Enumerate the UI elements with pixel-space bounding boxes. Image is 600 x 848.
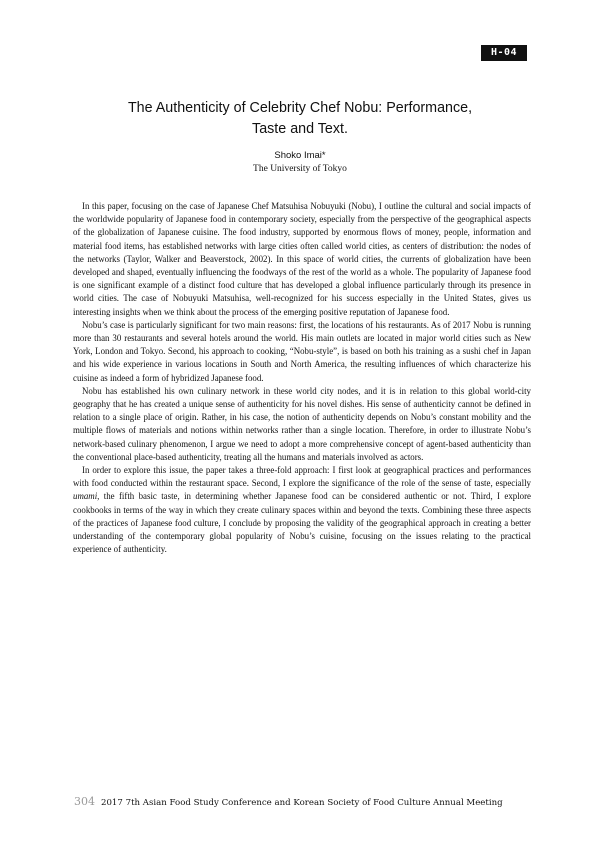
paragraph-1: In this paper, focusing on the case of Japanese Chef Matsuhisa Nobuyuki (Nobu), I outline the cultural and social impacts of the worldwide popularity of Japanese food in contemporary society, especially from the perspective of the geographical aspects of the globalization of Japanese cuisine. The food industry, supported by enormous flows of money, people, information and material food items, has established networks with large cities often called world cities, as centers of distribution: the nodes of the networks (Taylor, Walker and Beaverstock, 2002). In this space of world cities, the currents of globalization have been developed and shaped, eventually influencing the foodways of the rest of the world as a whole. The popularity of Japanese food is one significant example of a distinct food culture that has developed a global influence particularly through its presence in world cities. The case of Nobuyuki Matsuhisa, well-recognized for his success especially in the United States, gives us interesting insights when we think about the process of the emerging positive reputation of Japanese food. xyxy=(73,201,531,317)
paragraph-3: Nobu has established his own culinary network in these world city nodes, and it is in relation to this global world-city geography that he has created a unique sense of authenticity for his novel dishes. His sense of authenticity cannot be defined in relation to a single place of origin. Rather, in his case, the notion of authenticity depends on Nobu’s constant mobility and the multiple flows of materials and notions within networks rather than a single location. Therefore, in order to illustrate Nobu’s network-based culinary phenomenon, I argue we need to adopt a more comprehensive concept of agent-based authenticity than the conventional place-based authenticity, treating all the humans and materials involved as actors. xyxy=(73,385,531,462)
title-line-1: The Authenticity of Celebrity Chef Nobu: Performance, xyxy=(127,100,473,116)
paragraph-4-text-a: In order to explore this issue, the paper takes a three-fold approach: I first look at geographical practices and performances with food conducted within the restaurant space. Second, I explore the significance of the role of the sense of taste, especially xyxy=(73,465,531,489)
author-name: Shoko Imai* xyxy=(274,150,326,161)
page-footer xyxy=(74,795,544,810)
conference-name: 2017 7th Asian Food Study Conference and Korean Society of Food Culture Annual Meeting xyxy=(101,798,503,808)
paragraph-4-italic-term: umami, xyxy=(73,491,100,502)
abstract-body xyxy=(73,200,531,556)
page-number: 304 xyxy=(74,795,95,808)
paragraph-4-text-b: the fifth basic taste, in determining whether Japanese food can be considered authentic or not. Third, I explore cookbooks in terms of the way in which they create culinary spaces within and beyond the texts. Combining these three aspects of the practices of Japanese food culture, I conclude by proposing the validity of the geographical approach in creating a better understanding of the contemporary global popularity of Nobu’s cuisine, focusing on the issues relating to the practical experience of authenticity. xyxy=(73,491,531,555)
paragraph-4 xyxy=(73,464,531,556)
author-affiliation: The University of Tokyo xyxy=(253,164,347,174)
paragraph-2: Nobu’s case is particularly significant for two main reasons: first, the locations of his restaurants. As of 2017 Nobu is running more than 30 restaurants and several hotels around the world. His main outlets are located in major world cities such as New York, London and Tokyo. Second, his approach to cooking, “Nobu-style”, is based on both his training as a sushi chef in Japan and his wide experience in various locations in South and North America, the resulting influences of which characterize his cuisine as indeed a form of hybridized Japanese food. xyxy=(73,319,531,383)
session-badge: H-04 xyxy=(481,45,527,61)
paper-title xyxy=(60,98,540,140)
title-line-2: Taste and Text. xyxy=(252,121,348,137)
